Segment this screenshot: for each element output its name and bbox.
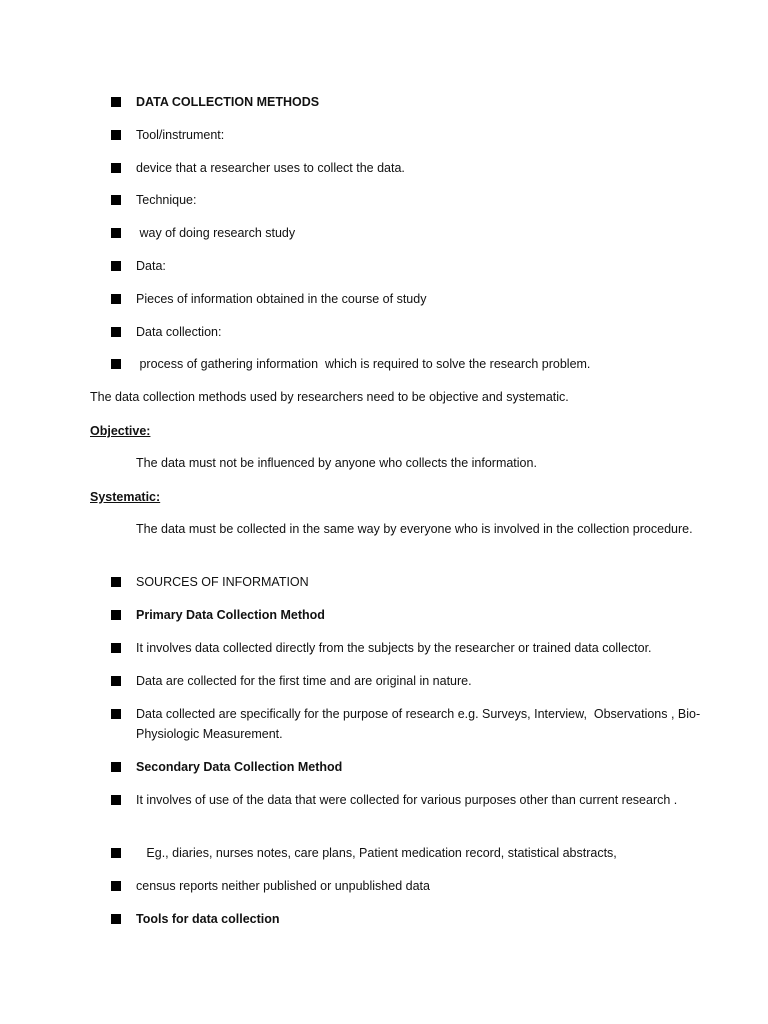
- bullet-item: census reports neither published or unpublished data: [136, 876, 716, 896]
- indented-paragraph: The data must not be influenced by anyone who collects the information.: [136, 456, 537, 470]
- bullet-item: Data are collected for the first time and are original in nature.: [136, 671, 716, 691]
- bullet-item: Data collection:: [136, 322, 716, 342]
- bullet-item: way of doing research study: [136, 223, 716, 243]
- paragraph: The data collection methods used by researchers need to be objective and systematic.: [90, 390, 569, 404]
- bullet-item: It involves of use of the data that were collected for various purposes other than current research .: [136, 790, 716, 810]
- bullet-item: process of gathering information which is required to solve the research problem.: [136, 354, 716, 374]
- bullet-item: Data:: [136, 256, 716, 276]
- bullet-item: Tools for data collection: [136, 909, 716, 929]
- bullet-item: SOURCES OF INFORMATION: [136, 572, 716, 592]
- bullet-item: DATA COLLECTION METHODS: [136, 92, 716, 112]
- bullet-item: Data collected are specifically for the purpose of research e.g. Surveys, Interview, Observations , Bio-Physiologic Measurement.: [136, 704, 716, 744]
- section-heading: Systematic:: [90, 490, 161, 504]
- bullet-item: Technique:: [136, 190, 716, 210]
- bullet-item: Eg., diaries, nurses notes, care plans, Patient medication record, statistical abstracts,: [136, 843, 716, 863]
- bullet-item: device that a researcher uses to collect the data.: [136, 158, 716, 178]
- indented-paragraph: The data must be collected in the same way by everyone who is involved in the collection procedure.: [136, 522, 693, 536]
- bullet-item: Secondary Data Collection Method: [136, 757, 716, 777]
- section-heading: Objective:: [90, 424, 151, 438]
- bullet-item: Tool/instrument:: [136, 125, 716, 145]
- bullet-item: It involves data collected directly from the subjects by the researcher or trained data collector.: [136, 638, 716, 658]
- bullet-item: Pieces of information obtained in the course of study: [136, 289, 716, 309]
- bullet-item: Primary Data Collection Method: [136, 605, 716, 625]
